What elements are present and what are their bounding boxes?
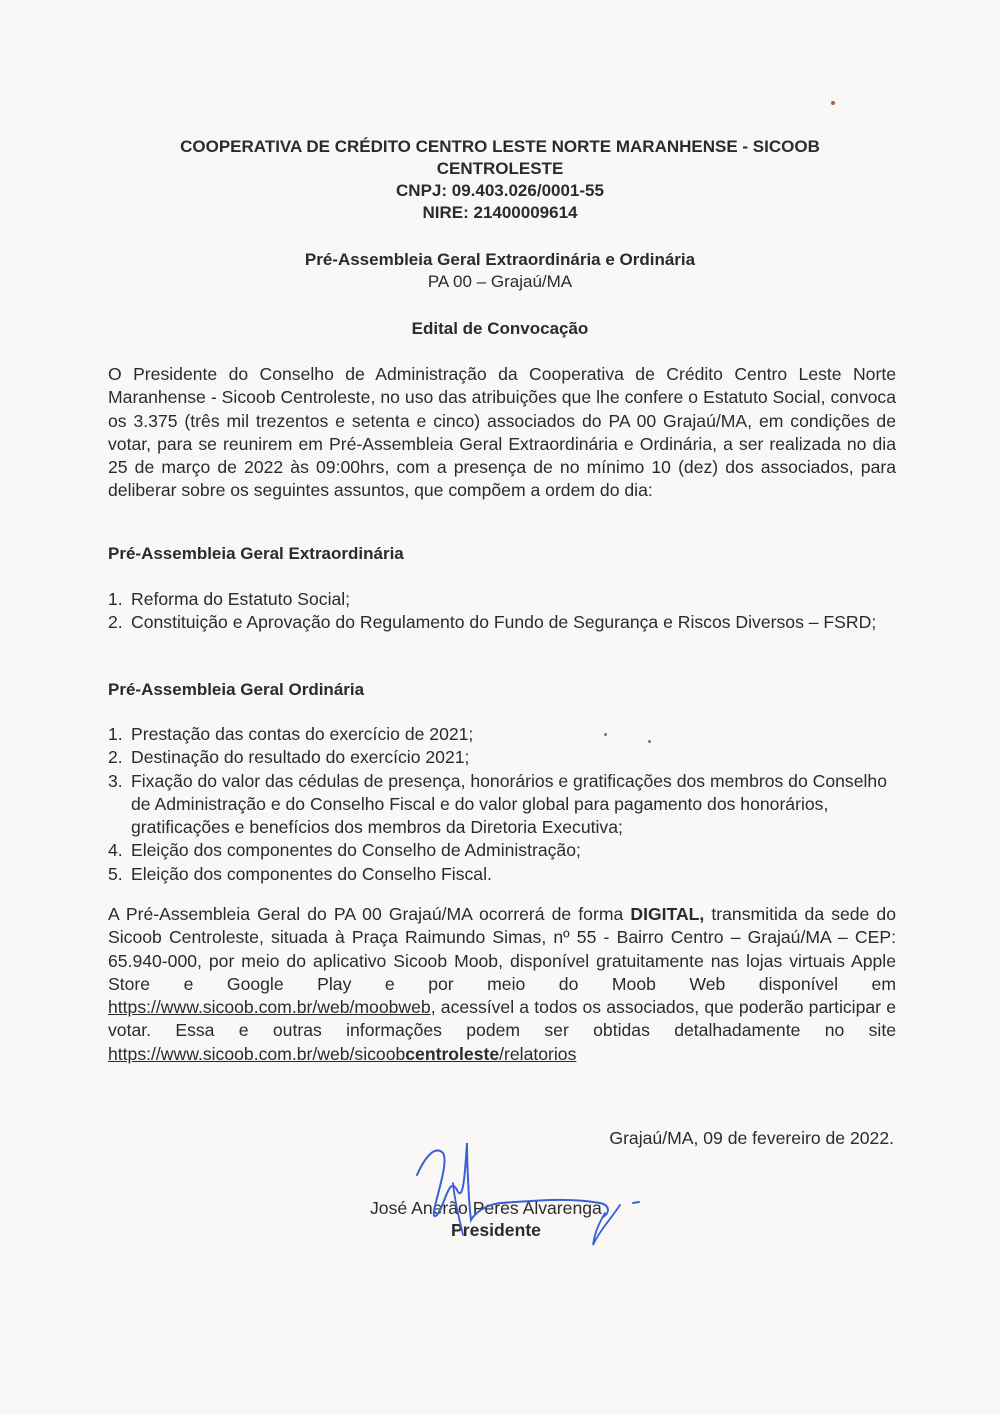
agenda-item: 5. Eleição dos componentes do Conselho Fiscal.	[108, 863, 492, 884]
scan-speck	[604, 733, 607, 736]
agenda-item: 2. Constituição e Aprovação do Regulamento do Fundo de Segurança e Riscos Diversos – FSRD;	[108, 612, 877, 633]
extraordinary-agenda-list	[108, 588, 898, 635]
digital-emphasis: DIGITAL,	[630, 904, 705, 924]
handwritten-signature	[405, 1135, 645, 1250]
nire: NIRE: 21400009614	[422, 203, 578, 222]
intro-paragraph: O Presidente do Conselho de Administração da Cooperativa de Crédito Centro Leste Norte Maranhense - Sicoob Centroleste, no uso das atribuições que lhe confere o Estatuto Social, convoca os 3.375 (três mil trezentos e setenta e cinco) associados do PA 00 Grajaú/MA, em condições de votar, para se reunirem em Pré-Assembleia Geral Extraordinária e Ordinária, a ser realizada no dia 25 de março de 2022 às 09:00hrs, com a presença de no mínimo 10 (dez) dos associados, para deliberar sobre os seguintes assuntos, que compõem a ordem do dia:	[108, 364, 896, 501]
scan-speck	[831, 101, 835, 105]
agenda-item: 1. Reforma do Estatuto Social;	[108, 589, 351, 609]
meeting-title: Pré-Assembleia Geral Extraordinária e Ordinária	[304, 250, 696, 269]
notice-title: Edital de Convocação	[411, 319, 589, 338]
agenda-item: 1. Prestação das contas do exercício de 2021;	[108, 724, 474, 744]
cooperative-name-line2: CENTROLESTE	[436, 159, 564, 178]
ordinary-agenda-list	[108, 723, 898, 886]
reports-link[interactable]: https://www.sicoob.com.br/web/sicoobcentroleste/relatorios	[108, 1043, 577, 1064]
cnpj: CNPJ: 09.403.026/0001-55	[396, 181, 604, 200]
digital-meeting-paragraph: A Pré-Assembleia Geral do PA 00 Grajaú/MA ocorrerá de forma DIGITAL, transmitida da sede do Sicoob Centroleste, situada à Praça Raimundo Simas, nº 55 - Bairro Centro – Grajaú/MA – CEP: 65.940-000, por meio do aplicativo Sicoob Moob, disponível gratuitamente nas lojas virtuais Apple Store e Google Play e por meio do Moob Web disponível em https://www.sicoob.com.br/web/moobweb, acessível a todos os associados, que poderão participar e votar. Essa e outras informações podem ser obtidas detalhadamente no site https://www.sicoob.com.br/web/sicoobcentroleste/relatorios	[108, 904, 896, 1064]
agenda-item: 3. Fixação do valor das cédulas de presença, honorários e gratificações dos membros do Conselho de Administração e do Conselho Fiscal e do valor global para pagamento dos honorários, gratificações e benefícios dos membros da Diretoria Executiva;	[108, 770, 887, 838]
cooperative-name-line1: COOPERATIVA DE CRÉDITO CENTRO LESTE NORTE MARANHENSE - SICOOB	[180, 137, 820, 156]
date-line: Grajaú/MA, 09 de fevereiro de 2022.	[609, 1128, 894, 1148]
signatory-role: Presidente	[451, 1220, 541, 1240]
agenda-item: 2. Destinação do resultado do exercício 2021;	[108, 747, 470, 768]
scan-speck	[648, 740, 651, 743]
moobweb-link[interactable]: https://www.sicoob.com.br/web/moobweb	[108, 997, 431, 1018]
agenda-item: 4. Eleição dos componentes do Conselho de Administração;	[108, 840, 581, 861]
extraordinary-section-title: Pré-Assembleia Geral Extraordinária	[108, 544, 404, 563]
document-header	[100, 136, 900, 224]
ordinary-section-title: Pré-Assembleia Geral Ordinária	[108, 680, 365, 699]
meeting-location: PA 00 – Grajaú/MA	[427, 272, 573, 291]
signatory-name: José Anerão Peres Alvarenga	[370, 1198, 602, 1218]
